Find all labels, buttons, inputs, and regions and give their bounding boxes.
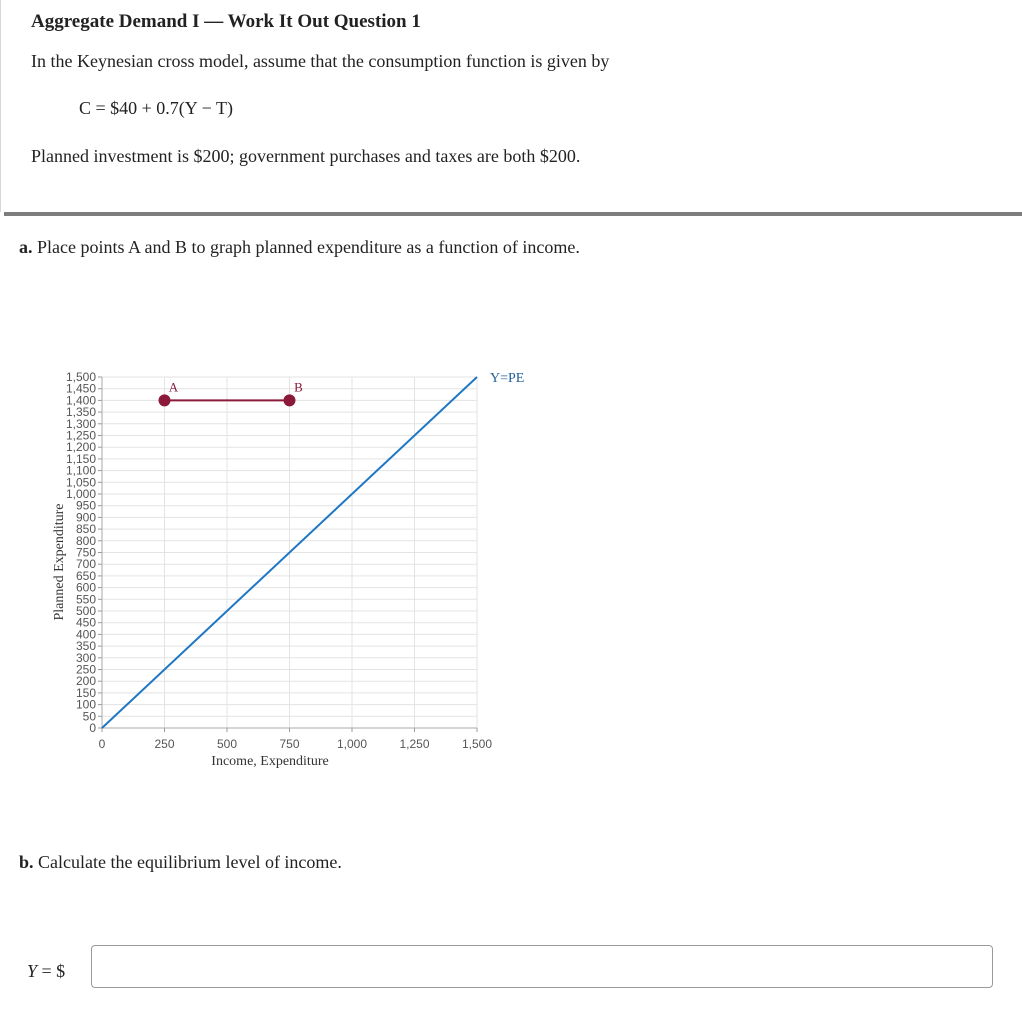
section-divider xyxy=(4,212,1022,216)
y-tick-label: 600 xyxy=(75,580,96,595)
y-tick-label: 350 xyxy=(75,639,96,654)
y-axis-label: Planned Expenditure xyxy=(52,503,67,621)
y-tick-label: 300 xyxy=(75,650,96,665)
question-intro: In the Keynesian cross model, assume that the consumption function is given by xyxy=(31,51,610,71)
part-a-text: Place points A and B to graph planned expenditure as a function of income. xyxy=(37,237,580,257)
part-a-letter: a. xyxy=(19,237,33,257)
y-tick-label: 0 xyxy=(89,721,96,735)
x-tick-label: 1,250 xyxy=(399,737,430,751)
y-tick-label: 1,000 xyxy=(65,487,96,501)
answer-label xyxy=(27,961,65,982)
y-tick-label: 1,100 xyxy=(65,463,96,478)
x-tick-label: 500 xyxy=(216,737,238,751)
y-tick-label: 150 xyxy=(75,685,96,700)
x-tick-label: 1,500 xyxy=(461,737,493,751)
answer-suffix: = $ xyxy=(37,961,66,981)
part-b-prompt xyxy=(19,852,342,873)
x-tick-label: 250 xyxy=(154,737,175,751)
consumption-equation: C = $40 + 0.7(Y − T) xyxy=(79,98,233,118)
part-b-letter: b. xyxy=(19,852,34,872)
x-tick-label: 1,000 xyxy=(336,737,368,751)
x-axis-label: Income, Expenditure xyxy=(211,754,329,769)
y-tick-label: 1,400 xyxy=(65,393,96,408)
x-tick-label: 0 xyxy=(98,737,106,751)
x-tick-labels xyxy=(99,737,493,751)
y-tick-labels xyxy=(66,370,96,735)
y-tick-label: 750 xyxy=(75,545,96,560)
y-tick-label: 100 xyxy=(75,697,96,712)
y-tick-label: 1,450 xyxy=(65,381,96,396)
y-tick-label: 250 xyxy=(75,662,96,677)
y-tick-label: 1,500 xyxy=(65,370,96,384)
answer-variable: Y xyxy=(27,961,38,981)
y-tick-label: 50 xyxy=(82,709,96,724)
point-a-label: A xyxy=(168,379,179,395)
part-b-text: Calculate the equilibrium level of income. xyxy=(38,852,342,872)
y-tick-label: 800 xyxy=(75,533,96,548)
keynesian-cross-chart[interactable] xyxy=(0,350,600,780)
y-tick-label: 650 xyxy=(75,568,96,583)
y-tick-label: 900 xyxy=(75,510,96,525)
point-b-label: B xyxy=(294,379,303,395)
y-tick-label: 950 xyxy=(75,498,96,513)
y-tick-label: 550 xyxy=(75,592,96,607)
point-a[interactable] xyxy=(159,394,171,406)
y-tick-label: 400 xyxy=(75,627,96,642)
y-tick-label: 850 xyxy=(75,522,96,537)
part-a-prompt xyxy=(19,237,580,258)
series-label-y-equals-pe: Y=PE xyxy=(490,371,525,386)
y-tick-label: 1,050 xyxy=(65,475,96,490)
y-tick-label: 450 xyxy=(75,615,96,630)
y-tick-label: 500 xyxy=(75,604,96,618)
point-b[interactable] xyxy=(284,394,296,406)
given-values: Planned investment is $200; government purchases and taxes are both $200. xyxy=(31,146,581,166)
y-tick-label: 1,350 xyxy=(65,405,96,420)
y-tick-label: 700 xyxy=(75,557,96,572)
y-tick-label: 200 xyxy=(75,674,96,689)
equilibrium-income-input[interactable] xyxy=(91,945,993,988)
y-tick-label: 1,200 xyxy=(65,440,96,455)
question-header xyxy=(0,0,1022,212)
draggable-points[interactable] xyxy=(159,379,304,406)
y-tick-label: 1,150 xyxy=(65,451,96,466)
y-tick-label: 1,250 xyxy=(65,428,96,443)
x-tick-label: 750 xyxy=(279,737,300,751)
question-title: Aggregate Demand I — Work It Out Question 1 xyxy=(31,11,421,32)
y-tick-label: 1,300 xyxy=(65,416,96,431)
